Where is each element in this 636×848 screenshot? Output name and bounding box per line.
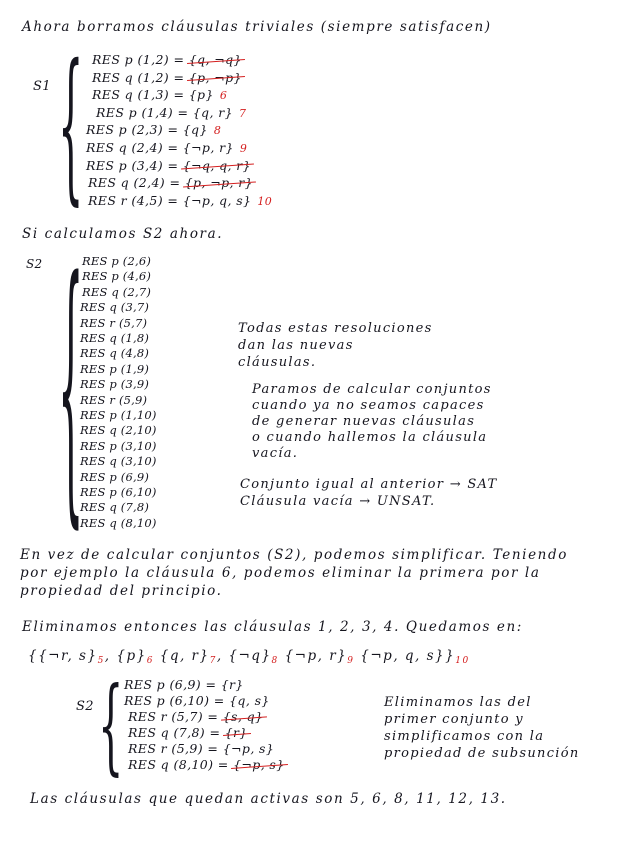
s2-label: S2 (26, 257, 43, 271)
eliminate-line: Eliminamos entonces las cláusulas 1, 2, 3, 4. Quedamos en: (22, 619, 523, 635)
s1-row (92, 69, 242, 85)
s1-row-rhs: {q, r} (192, 104, 233, 120)
s2-row: RES p (6,9) (80, 469, 150, 484)
s2b-row-rhs: {s, q} (222, 709, 264, 724)
s2b-row-rhs: {r} (220, 677, 244, 692)
s2-row: RES p (4,6) (82, 269, 152, 284)
clause-set-part: {¬p, q, s}} (354, 648, 456, 664)
s2b-row-lhs: RES r (5,7) = (128, 709, 223, 724)
s2b-row-lhs: RES q (8,10) = (128, 757, 234, 772)
clause-set-part: {¬p, r} (278, 648, 348, 664)
s2b-row-lhs: RES q (7,8) = (128, 725, 225, 740)
s2-row: RES q (3,10) (80, 454, 157, 469)
s1-row-lhs: RES p (3,4) = (86, 157, 183, 173)
s2b-row-lhs: RES p (6,9) = (124, 677, 221, 692)
s2b-row (128, 743, 274, 756)
s2b-row (124, 679, 244, 692)
note-line: vacía. (252, 446, 299, 461)
note-line: Todas estas resoluciones (238, 321, 433, 336)
note-line: dan las nuevas (238, 338, 354, 353)
s1-row-lhs: RES q (1,2) = (92, 69, 189, 85)
s1-row-lhs: RES p (1,2) = (92, 52, 189, 67)
s2b-row-lhs: RES r (5,9) = (128, 741, 223, 756)
s1-row-rhs: {p, ¬p, r} (184, 175, 253, 191)
s2-brace: { (58, 228, 84, 556)
s2b-row-rhs: {¬p, s} (222, 741, 275, 756)
s2-row: RES r (5,9) (80, 392, 148, 407)
note-line: Paramos de calcular conjuntos (252, 382, 492, 397)
note-line: Eliminamos las del (384, 695, 532, 710)
paragraph-line: propiedad del principio. (20, 583, 223, 599)
s2b-brace: { (98, 667, 124, 787)
s1-row (88, 177, 253, 190)
s1-row-rhs: {q, ¬q} (188, 52, 242, 67)
s1-row-lhs: RES p (1,4) = (96, 104, 193, 120)
header-line: Ahora borramos cláusulas triviales (siempre satisfacen) (22, 19, 492, 35)
s2-row: RES q (2,10) (80, 423, 157, 438)
s2-intro: Si calculamos S2 ahora. (22, 226, 224, 242)
paragraph-line: En vez de calcular conjuntos (S2), podemos simplificar. Teniendo (20, 547, 568, 563)
s1-row-number: 7 (238, 106, 247, 120)
s1-row-number: 8 (213, 124, 222, 138)
s1-row-lhs: RES r (4,5) = (88, 192, 183, 208)
note-line: o cuando hallemos la cláusula (252, 430, 488, 445)
s1-row-number: 10 (257, 194, 273, 208)
s2-row: RES p (3,10) (80, 438, 157, 453)
note-line: de generar nuevas cláusulas (252, 414, 476, 429)
s2b-label: S2 (76, 699, 94, 714)
final-line: Las cláusulas que quedan activas son 5, 6, 8, 11, 12, 13. (30, 791, 507, 807)
clause-set-part: {q, r} (153, 648, 210, 664)
s2-row: RES q (3,7) (80, 300, 150, 315)
clause-set-index: 8 (271, 656, 279, 666)
s1-row-number: 9 (239, 142, 248, 155)
s1-row (92, 54, 242, 67)
s2-row: RES q (8,10) (80, 515, 157, 530)
clause-set-part: {{¬r, s} (28, 648, 98, 664)
clause-set-index: 5 (97, 656, 105, 666)
s2-row: RES q (7,8) (80, 500, 150, 515)
s1-row-lhs: RES q (1,3) = (92, 87, 189, 103)
clause-set-index: 9 (347, 656, 355, 666)
s2b-row (128, 727, 248, 740)
clause-set-part: , {p} (104, 648, 147, 664)
s1-label: S1 (33, 79, 51, 94)
s2-row: RES p (3,9) (80, 377, 150, 392)
s1-row-number: 6 (219, 89, 228, 103)
paragraph-line: por ejemplo la cláusula 6, podemos eliminar la primera por la (20, 565, 541, 581)
s2b-row (128, 759, 285, 772)
s2b-row-rhs: {¬p, s} (233, 757, 285, 772)
s2-row: RES p (1,9) (80, 361, 150, 376)
clause-set-part: , {¬q} (216, 648, 272, 664)
note-line: primer conjunto y (384, 712, 524, 727)
s2-row: RES q (1,8) (80, 331, 150, 345)
clause-set-index: 6 (146, 656, 154, 666)
s1-row (88, 192, 273, 208)
note-line: propiedad de subsunción (384, 746, 580, 761)
s2b-row-rhs: {q, s} (229, 693, 270, 708)
s1-row-lhs: RES q (2,4) = (86, 140, 183, 155)
s1-row-rhs: {¬p, r} (182, 140, 234, 155)
s2b-row (128, 711, 263, 724)
clause-set-index: 7 (209, 656, 217, 666)
s2-row: RES q (4,8) (80, 346, 150, 361)
s2-row: RES r (5,7) (80, 315, 148, 330)
s2b-row-lhs: RES p (6,10) = (124, 693, 230, 708)
s1-row (86, 124, 221, 137)
s1-row-lhs: RES p (2,3) = (86, 122, 183, 138)
s1-brace: { (58, 33, 84, 223)
note-line: Conjunto igual al anterior → SAT (240, 477, 498, 492)
s1-row (96, 104, 247, 120)
s1-row (86, 157, 251, 173)
s1-row-rhs: {p, ¬p} (188, 69, 242, 85)
s2b-row (124, 695, 270, 708)
s2-row: RES q (2,7) (82, 284, 152, 299)
note-line: cuando ya no seamos capaces (252, 398, 485, 413)
note-line: Cláusula vacía → UNSAT. (240, 494, 436, 509)
s2b-row-rhs: {r} (224, 725, 248, 740)
clause-set-index: 10 (455, 656, 470, 666)
s1-row-rhs: {p} (188, 87, 214, 103)
s1-row (86, 142, 247, 155)
s1-row (92, 89, 227, 102)
note-line: simplificamos con la (384, 729, 545, 744)
s1-row-rhs: {¬p, q, s} (182, 192, 252, 208)
s2-row: RES p (2,6) (82, 254, 152, 268)
s1-row-lhs: RES q (2,4) = (88, 175, 185, 191)
s2-row: RES p (1,10) (80, 408, 157, 422)
s1-row-rhs: {¬q, q, r} (182, 157, 251, 173)
s2-row: RES p (6,10) (80, 485, 157, 499)
note-line: cláusulas. (238, 355, 317, 370)
clause-set-line (28, 650, 470, 666)
s1-row-rhs: {q} (182, 122, 208, 138)
